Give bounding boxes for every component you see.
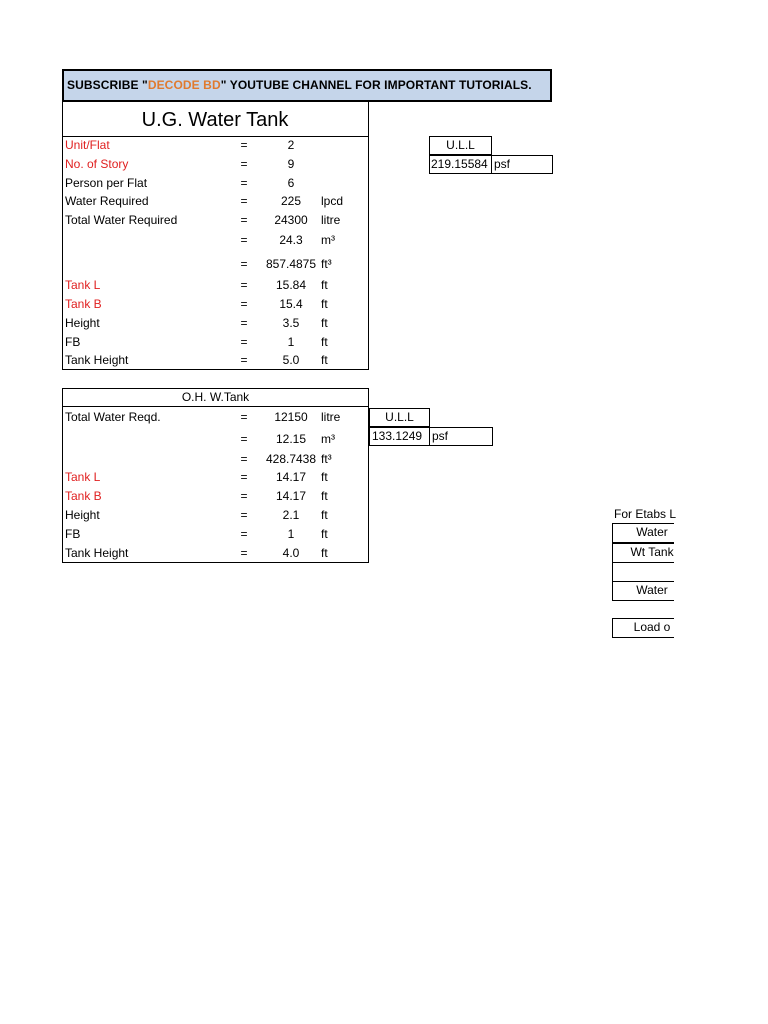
oh-row-eq: = <box>240 508 248 522</box>
ug-row-eq: = <box>240 335 248 349</box>
etabs-cell-3 <box>612 562 674 582</box>
banner-prefix: SUBSCRIBE " <box>67 78 148 92</box>
oh-row-value: 1 <box>287 527 295 541</box>
ug-row-value: 6 <box>287 176 295 190</box>
ug-row-label: Tank Height <box>65 353 129 367</box>
ug-ull-header: U.L.L <box>429 136 492 155</box>
oh-row-unit: ft <box>321 489 328 503</box>
ug-tank-title: U.G. Water Tank <box>141 109 289 131</box>
ug-row-unit: ft <box>321 278 328 292</box>
ug-row-value: 9 <box>287 157 295 171</box>
etabs-heading: For Etabs L <box>614 507 676 521</box>
oh-row-unit: m³ <box>321 432 335 446</box>
ug-row-unit: m³ <box>321 233 335 247</box>
oh-row-unit: ft <box>321 470 328 484</box>
etabs-cell-1-box: Water <box>612 523 674 543</box>
ug-row-label: Tank B <box>65 297 102 311</box>
oh-row-value: 12.15 <box>275 432 307 446</box>
ug-row-label: Unit/Flat <box>65 138 110 152</box>
ug-row-unit: ft³ <box>321 257 332 271</box>
ug-row-eq: = <box>240 257 248 271</box>
banner-brand: DECODE BD <box>147 78 221 92</box>
oh-row-unit: litre <box>321 410 341 424</box>
ug-row-eq: = <box>240 176 248 190</box>
ug-row-value: 2 <box>287 138 295 152</box>
oh-row-eq: = <box>240 489 248 503</box>
ug-row-eq: = <box>240 278 248 292</box>
oh-title-divider <box>62 406 369 407</box>
ug-row-eq: = <box>240 353 248 367</box>
oh-row-value: 428.7438 <box>265 452 317 466</box>
ug-row-label: No. of Story <box>65 157 129 171</box>
oh-row-unit: ft <box>321 527 328 541</box>
oh-row-label: Total Water Reqd. <box>65 410 161 424</box>
oh-row-eq: = <box>240 452 248 466</box>
ug-row-label: Tank L <box>65 278 101 292</box>
oh-row-label: Tank B <box>65 489 102 503</box>
etabs-cell-1 <box>612 523 674 543</box>
ug-row-eq: = <box>240 213 248 227</box>
oh-tank-title: O.H. W.Tank <box>181 390 250 404</box>
ug-row-value: 857.4875 <box>265 257 317 271</box>
oh-row-label: Tank Height <box>65 546 129 560</box>
ug-row-value: 3.5 <box>282 316 300 330</box>
ug-ull-value: 219.15584 <box>429 155 492 174</box>
ug-row-unit: lpcd <box>321 194 344 208</box>
ug-row-eq: = <box>240 297 248 311</box>
subscribe-banner <box>62 69 552 102</box>
oh-row-value: 14.17 <box>275 470 307 484</box>
oh-row-label: Height <box>65 508 100 522</box>
ug-row-label: FB <box>65 335 81 349</box>
ug-row-unit: litre <box>321 213 341 227</box>
ug-row-eq: = <box>240 194 248 208</box>
oh-row-label: Tank L <box>65 470 101 484</box>
ug-row-value: 24300 <box>274 213 308 227</box>
oh-row-unit: ft <box>321 508 328 522</box>
oh-ull-value: 133.1249 <box>369 427 430 446</box>
oh-row-value: 4.0 <box>282 546 300 560</box>
oh-row-value: 14.17 <box>275 489 307 503</box>
ug-row-value: 15.4 <box>279 297 303 311</box>
ug-row-label: Height <box>65 316 100 330</box>
oh-row-eq: = <box>240 546 248 560</box>
etabs-cell-4 <box>612 581 674 601</box>
ug-row-value: 5.0 <box>282 353 300 367</box>
ug-row-value: 225 <box>280 194 302 208</box>
oh-row-label: FB <box>65 527 81 541</box>
oh-ull-unit: psf <box>429 427 493 446</box>
etabs-cell-3-box <box>612 562 674 582</box>
ug-row-eq: = <box>240 316 248 330</box>
oh-ull-header: U.L.L <box>369 408 430 427</box>
ug-row-label: Water Required <box>65 194 149 208</box>
oh-row-eq: = <box>240 410 248 424</box>
oh-row-unit: ft <box>321 546 328 560</box>
ug-row-value: 15.84 <box>275 278 307 292</box>
ug-row-value: 24.3 <box>279 233 303 247</box>
banner-suffix: " YOUTUBE CHANNEL FOR IMPORTANT TUTORIALS. <box>220 78 532 92</box>
ug-row-unit: ft <box>321 335 328 349</box>
oh-row-value: 2.1 <box>282 508 300 522</box>
ug-ull-unit: psf <box>491 155 553 174</box>
etabs-cell-2 <box>612 543 674 563</box>
ug-row-eq: = <box>240 233 248 247</box>
ug-row-unit: ft <box>321 316 328 330</box>
ug-row-value: 1 <box>287 335 295 349</box>
oh-row-eq: = <box>240 432 248 446</box>
oh-row-unit: ft³ <box>321 452 332 466</box>
ug-row-unit: ft <box>321 297 328 311</box>
oh-row-eq: = <box>240 470 248 484</box>
oh-row-eq: = <box>240 527 248 541</box>
ug-row-eq: = <box>240 138 248 152</box>
etabs-cell-4-box: Water <box>612 581 674 601</box>
ug-row-label: Total Water Required <box>65 213 178 227</box>
ug-row-label: Person per Flat <box>65 176 148 190</box>
ug-row-unit: ft <box>321 353 328 367</box>
oh-row-value: 12150 <box>274 410 308 424</box>
ug-row-eq: = <box>240 157 248 171</box>
etabs-cell-5-box: Load o <box>612 618 674 638</box>
etabs-cell-2-box: Wt Tank <box>612 543 674 563</box>
etabs-cell-5 <box>612 618 674 638</box>
